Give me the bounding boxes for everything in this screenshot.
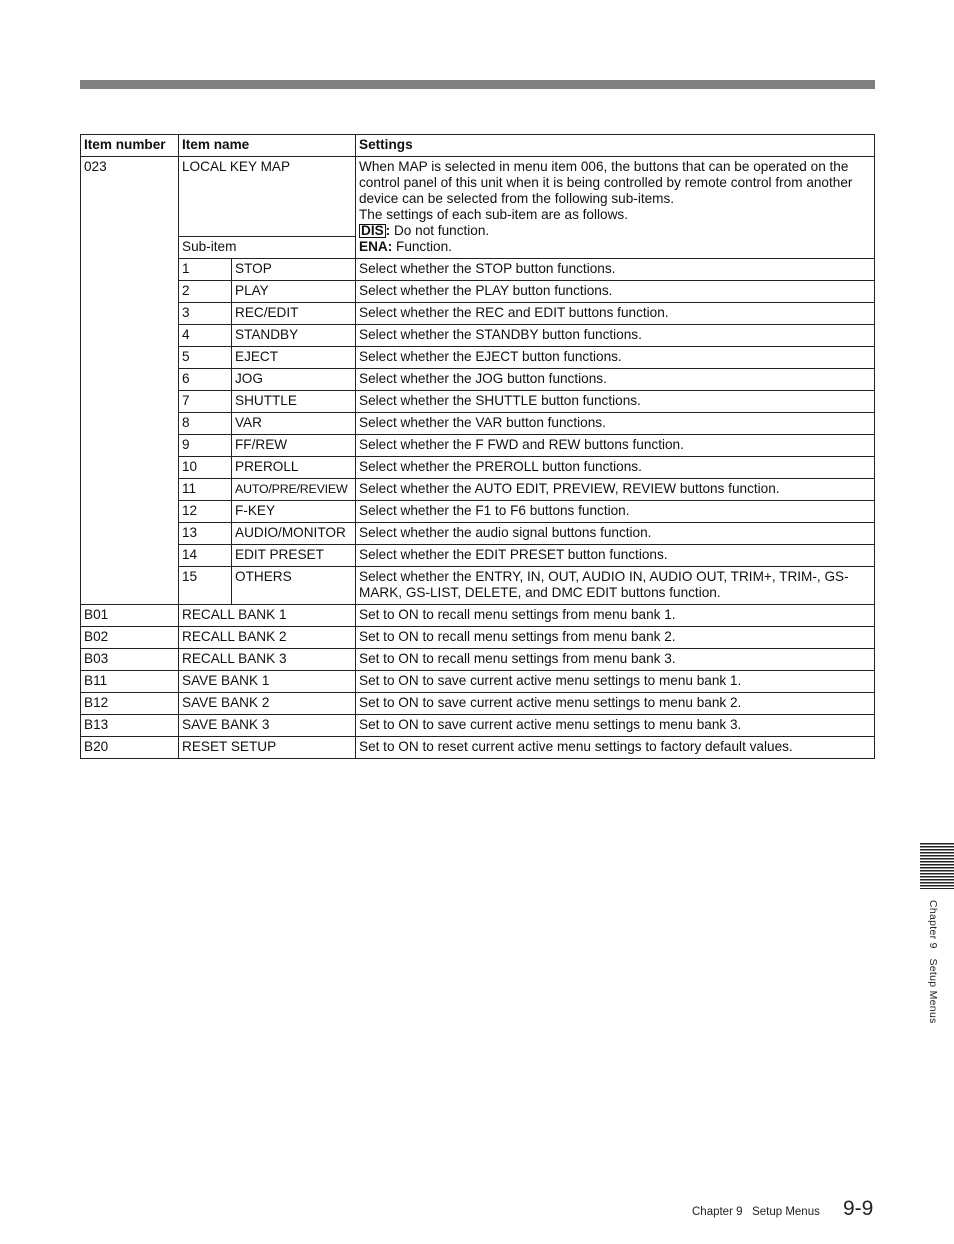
ena-label: ENA: (359, 239, 393, 254)
subitem-name: STOP (232, 259, 356, 281)
subitem-name: JOG (232, 369, 356, 391)
subitem-number: 7 (179, 391, 232, 413)
subitem-name: EDIT PRESET (232, 545, 356, 567)
item-name: RESET SETUP (179, 737, 356, 759)
table-row (81, 715, 875, 737)
ena-text: Function. (392, 239, 452, 254)
item-name: RECALL BANK 1 (179, 605, 356, 627)
top-rule (80, 80, 875, 89)
subitem-setting: Select whether the VAR button functions. (356, 413, 875, 435)
subitem-row (81, 303, 875, 325)
subitem-row (81, 523, 875, 545)
subitem-setting: Select whether the F1 to F6 buttons function. (356, 501, 875, 523)
subitem-row (81, 479, 875, 501)
item-name: RECALL BANK 3 (179, 649, 356, 671)
default-marker-dis: DIS (361, 223, 384, 238)
subitem-number: 8 (179, 413, 232, 435)
page-number: 9-9 (843, 1197, 874, 1220)
item-number-023: 023 (81, 157, 179, 605)
subitem-number: 3 (179, 303, 232, 325)
item-023-desc-2: The settings of each sub-item are as follows. (359, 207, 628, 222)
subitem-row (81, 369, 875, 391)
subitem-row (81, 281, 875, 303)
table-row (81, 737, 875, 759)
subitem-setting: Select whether the PLAY button functions. (356, 281, 875, 303)
item-number: B02 (81, 627, 179, 649)
item-name: SAVE BANK 3 (179, 715, 356, 737)
item-number: B03 (81, 649, 179, 671)
subitem-name: OTHERS (232, 567, 356, 605)
subitem-row (81, 501, 875, 523)
item-name: SAVE BANK 1 (179, 671, 356, 693)
item-setting: Set to ON to save current active menu settings to menu bank 3. (356, 715, 875, 737)
item-name: SAVE BANK 2 (179, 693, 356, 715)
subitem-number: 15 (179, 567, 232, 605)
subitem-number: 2 (179, 281, 232, 303)
subitem-setting: Select whether the SHUTTLE button functions. (356, 391, 875, 413)
subitem-setting: Select whether the EDIT PRESET button functions. (356, 545, 875, 567)
subitem-row (81, 347, 875, 369)
item-setting: Set to ON to recall menu settings from menu bank 2. (356, 627, 875, 649)
subitem-name: EJECT (232, 347, 356, 369)
table-row (81, 671, 875, 693)
subitem-name: VAR (232, 413, 356, 435)
subitem-name: PREROLL (232, 457, 356, 479)
table-row (81, 627, 875, 649)
subitem-name: REC/EDIT (232, 303, 356, 325)
header-settings: Settings (356, 135, 875, 157)
item-number: B13 (81, 715, 179, 737)
item-number: B01 (81, 605, 179, 627)
item-number: B11 (81, 671, 179, 693)
subitem-number: 10 (179, 457, 232, 479)
subitem-row (81, 545, 875, 567)
subitem-number: 12 (179, 501, 232, 523)
subitem-setting: Select whether the AUTO EDIT, PREVIEW, REVIEW buttons function. (356, 479, 875, 501)
table-row (81, 649, 875, 671)
subitem-row (81, 259, 875, 281)
subitem-setting: Select whether the STANDBY button functions. (356, 325, 875, 347)
table-row (81, 157, 875, 237)
subitem-setting: Select whether the PREROLL button functions. (356, 457, 875, 479)
subitem-number: 4 (179, 325, 232, 347)
subitem-setting: Select whether the STOP button functions. (356, 259, 875, 281)
subitem-row (81, 457, 875, 479)
subitem-name: AUTO/PRE/REVIEW (232, 479, 356, 501)
table-row (81, 693, 875, 715)
item-setting: Set to ON to save current active menu settings to menu bank 1. (356, 671, 875, 693)
header-item-number: Item number (81, 135, 179, 157)
setup-menu-table (80, 134, 875, 759)
subitem-row (81, 567, 875, 605)
subitem-setting: Select whether the JOG button functions. (356, 369, 875, 391)
item-number: B12 (81, 693, 179, 715)
subitem-name: PLAY (232, 281, 356, 303)
side-chapter-label: Chapter 9 Setup Menus (927, 900, 939, 1024)
item-setting: Set to ON to reset current active menu settings to factory default values. (356, 737, 875, 759)
subitem-setting: Select whether the EJECT button functions. (356, 347, 875, 369)
header-item-name: Item name (179, 135, 356, 157)
subitem-row (81, 325, 875, 347)
subitem-number: 1 (179, 259, 232, 281)
table-header-row (81, 135, 875, 157)
subitem-row (81, 435, 875, 457)
subitem-row (81, 391, 875, 413)
chapter-thumb-tab (920, 843, 954, 889)
item-setting: Set to ON to recall menu settings from menu bank 3. (356, 649, 875, 671)
subitem-name: FF/REW (232, 435, 356, 457)
item-name-local-key-map: LOCAL KEY MAP (179, 157, 356, 237)
dis-colon: : (385, 223, 391, 238)
subitem-number: 5 (179, 347, 232, 369)
item-setting: Set to ON to save current active menu settings to menu bank 2. (356, 693, 875, 715)
item-name: RECALL BANK 2 (179, 627, 356, 649)
subitem-number: 14 (179, 545, 232, 567)
subitem-label: Sub-item (179, 237, 356, 259)
subitem-number: 9 (179, 435, 232, 457)
subitem-name: AUDIO/MONITOR (232, 523, 356, 545)
subitem-setting: Select whether the F FWD and REW buttons function. (356, 435, 875, 457)
subitem-number: 11 (179, 479, 232, 501)
dis-text: Do not function. (390, 223, 490, 238)
item-023-settings (356, 157, 875, 259)
subitem-setting: Select whether the REC and EDIT buttons function. (356, 303, 875, 325)
subitem-setting: Select whether the ENTRY, IN, OUT, AUDIO IN, AUDIO OUT, TRIM+, TRIM-, GS-MARK, GS-LIST, DELETE, and DMC EDIT buttons function. (356, 567, 875, 605)
subitem-number: 6 (179, 369, 232, 391)
subitem-name: SHUTTLE (232, 391, 356, 413)
subitem-number: 13 (179, 523, 232, 545)
item-023-desc: When MAP is selected in menu item 006, the buttons that can be operated on the control panel of this unit when it is being controlled by remote control from another device can be selected from the following sub-items. (359, 159, 853, 206)
table-row (81, 605, 875, 627)
subitem-name: STANDBY (232, 325, 356, 347)
item-setting: Set to ON to recall menu settings from menu bank 1. (356, 605, 875, 627)
subitem-row (81, 413, 875, 435)
subitem-name: F-KEY (232, 501, 356, 523)
item-number: B20 (81, 737, 179, 759)
footer-chapter-label: Chapter 9 Setup Menus (692, 1206, 820, 1218)
subitem-setting: Select whether the audio signal buttons function. (356, 523, 875, 545)
